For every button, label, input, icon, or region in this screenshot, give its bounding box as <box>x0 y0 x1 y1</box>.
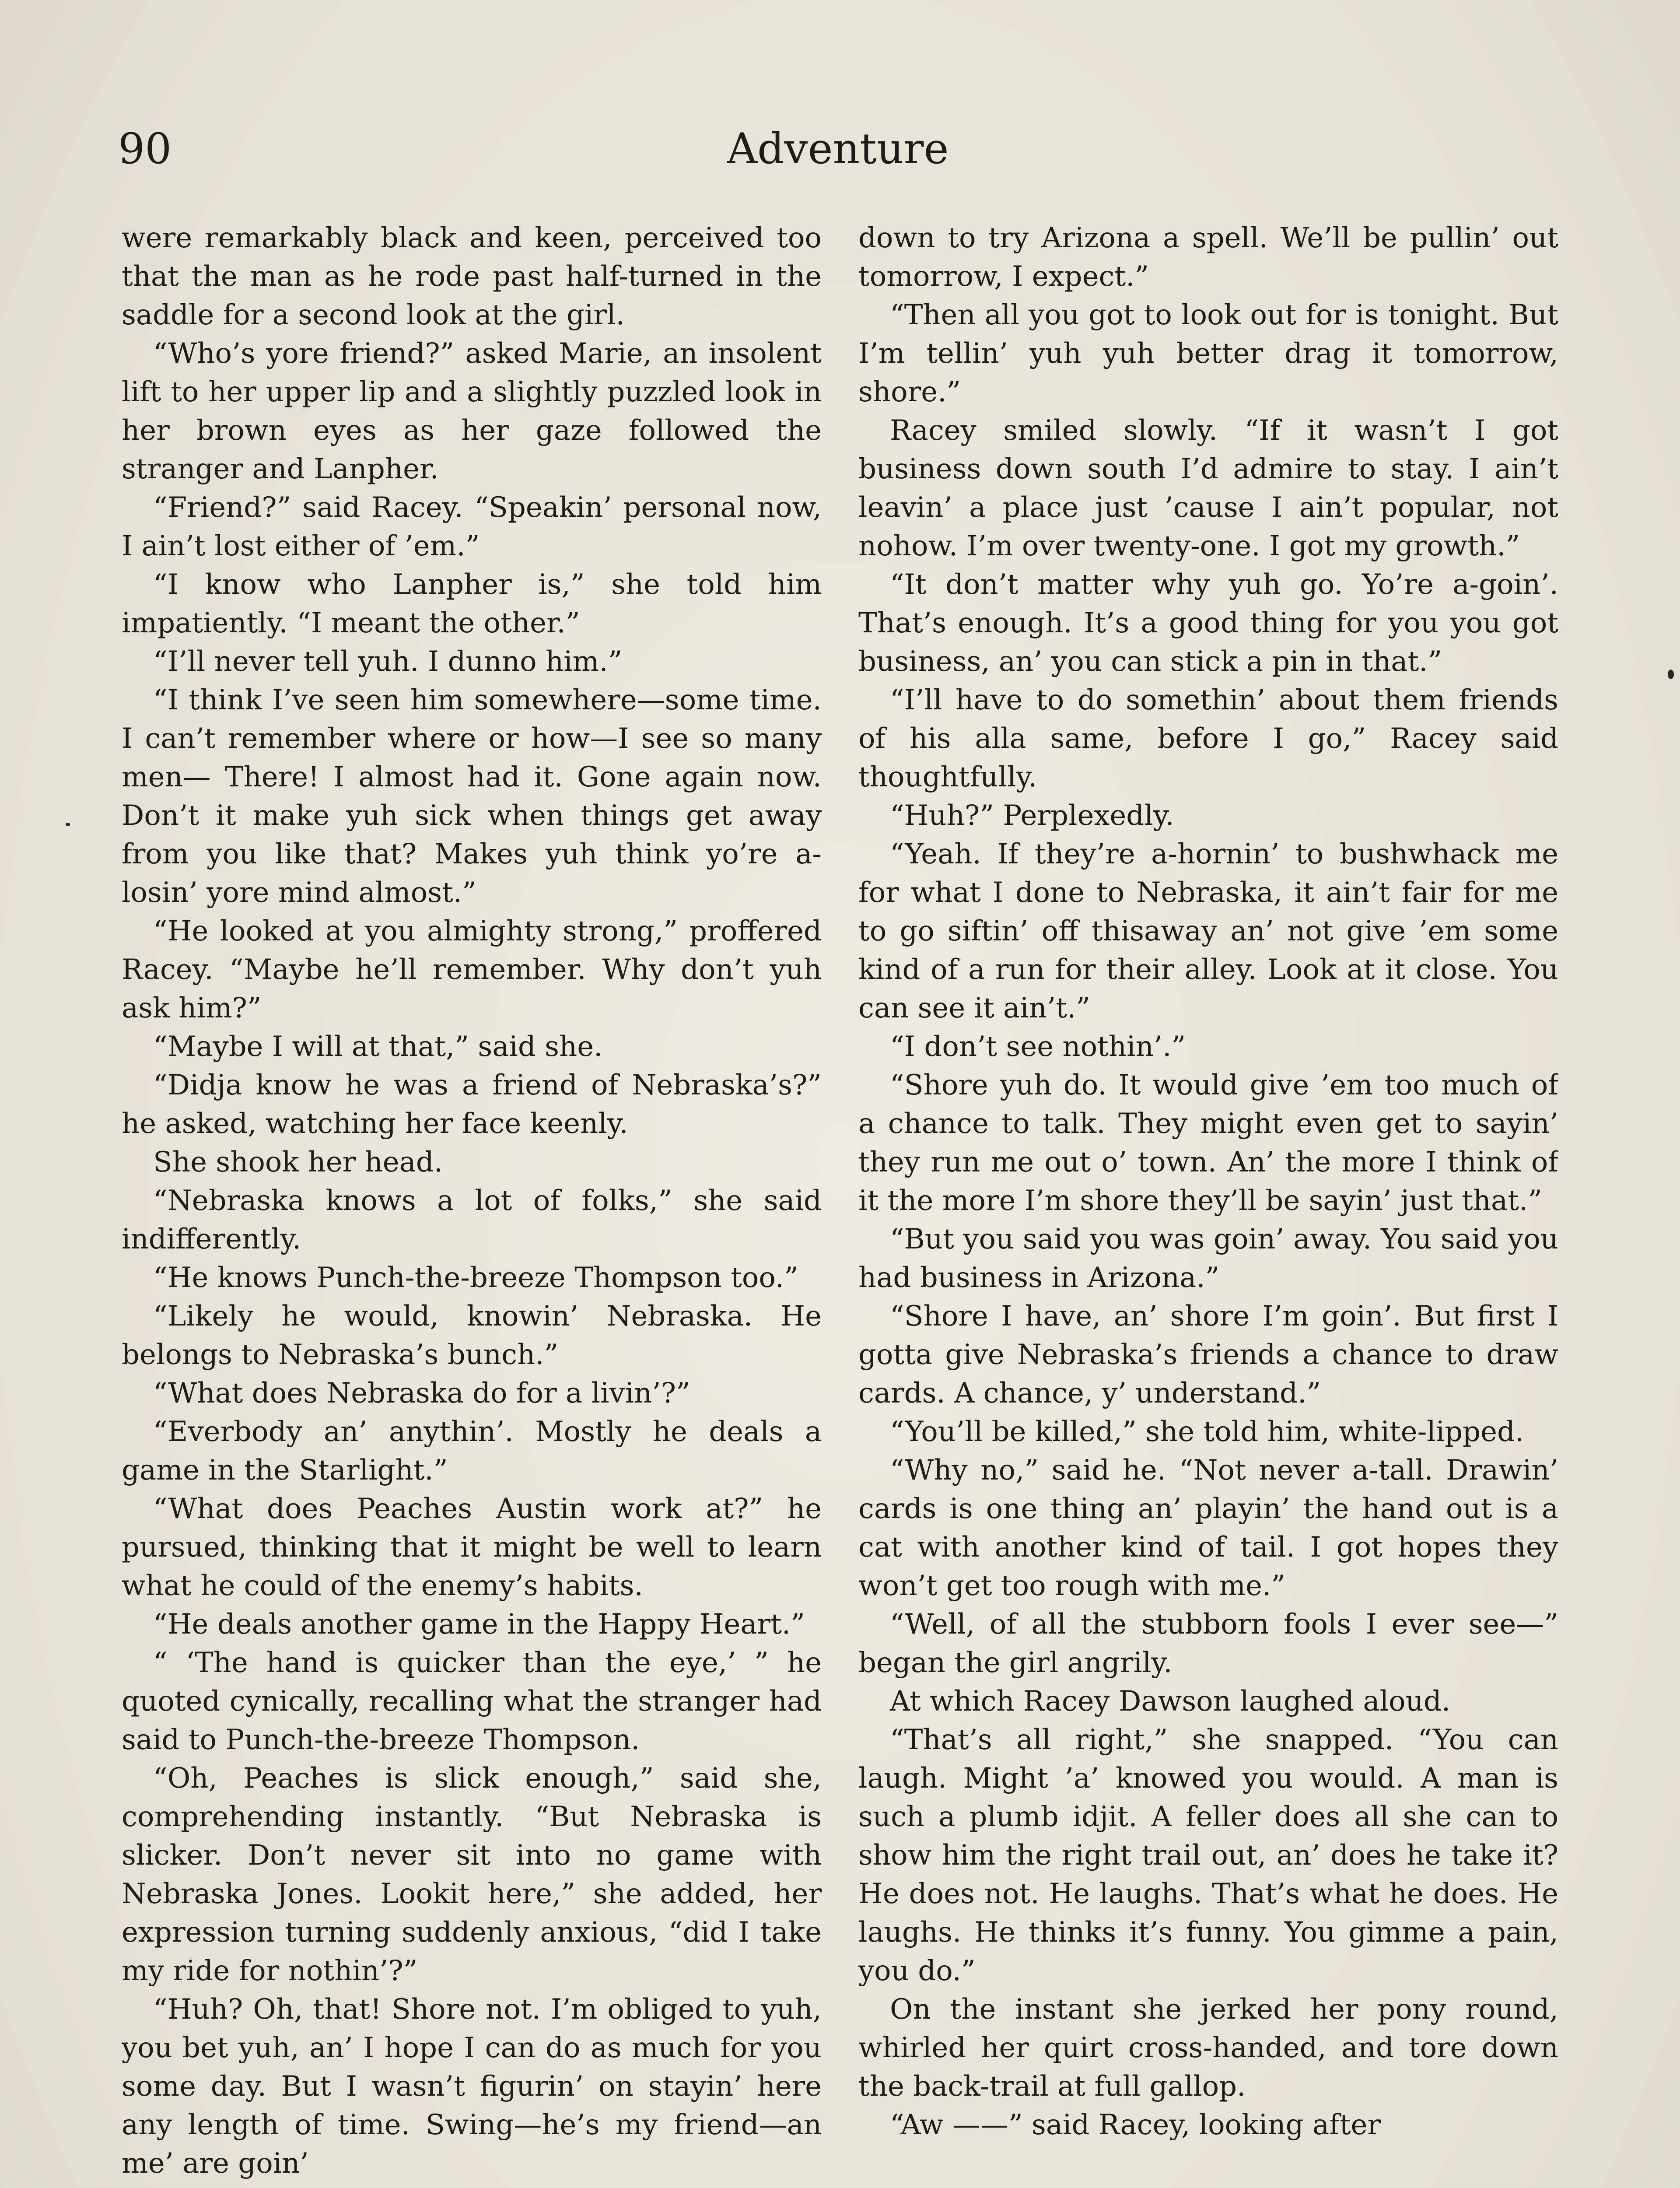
paragraph: Racey smiled slowly. “If it wasn’t I got business down south I’d admire to stay. I ain’t leavin’ a place just ’cause I ain’t popular, not nohow. I’m over twenty-one. I got my growth.” <box>858 414 1558 562</box>
paragraph: “Huh? Oh, that! Shore not. I’m obliged to yuh, you bet yuh, an’ I hope I can do as much for you some day. But I wasn’t figurin’ on stayin’ here any length of time. Swing—he’s my friend—an me’ are goin’ <box>122 1993 822 2180</box>
paragraph: “ ‘The hand is quicker than the eye,’ ” he quoted cynically, recalling what the stranger had said to Punch-the-breeze Thompson. <box>122 1647 822 1756</box>
paragraph: “Likely he would, knowin’ Nebraska. He belongs to Nebraska’s bunch.” <box>122 1300 822 1371</box>
paragraph: “Oh, Peaches is slick enough,” said she, comprehending instantly. “But Nebraska is slicker. Don’t never sit into no game with Nebraska Jones. Lookit here,” she added, her expression turning suddenly anxious, “did I take my ride for nothin’?” <box>122 1762 822 1987</box>
paragraph: “Shore yuh do. It would give ’em too much of a chance to talk. They might even get to sayin’ they run me out o’ town. An’ the more I think of it the more I’m shore they’ll be sayin’ just that.” <box>858 1069 1558 1217</box>
paragraph: “I think I’ve seen him somewhere—some time. I can’t remember where or how—I see so many men— There! I almost had it. Gone again now. Don’t it make yuh sick when things get away from you like that? Makes yuh think yo’re a-losin’ yore mind almost.” <box>122 684 822 909</box>
paragraph: “That’s all right,” she snapped. “You can laugh. Might ’a’ knowed you would. A man is such a plumb idjit. A feller does all she can to show him the right trail out, an’ does he take it? He does not. He laughs. That’s what he does. He laughs. He thinks it’s funny. You gimme a pain, you do.” <box>858 1724 1558 1987</box>
paragraph: “Didja know he was a friend of Nebraska’s?” he asked, watching her face keenly. <box>122 1069 822 1140</box>
paragraph: “Maybe I will at that,” said she. <box>153 1031 603 1063</box>
paragraph: “He deals another game in the Happy Heart.” <box>153 1608 805 1641</box>
paragraph: were remarkably black and keen, perceived too that the man as he rode past half-turned in the saddle for a second look at the girl. <box>122 222 822 331</box>
paragraph: “Who’s yore friend?” asked Marie, an insolent lift to her upper lip and a slightly puzzled look in her brown eyes as her gaze followed the stranger and Lanpher. <box>122 337 822 485</box>
paragraph: “Aw ——” said Racey, looking after <box>890 2109 1381 2141</box>
running-title: Adventure <box>727 124 949 173</box>
paragraph: At which Racey Dawson laughed aloud. <box>890 1685 1451 1718</box>
paragraph: “He looked at you almighty strong,” proffered Racey. “Maybe he’ll remember. Why don’t yuh ask him?” <box>122 915 822 1024</box>
paragraph: “Friend?” said Racey. “Speakin’ personal now, I ain’t lost either of ’em.” <box>122 491 822 562</box>
paragraph: “I don’t see nothin’.” <box>890 1031 1186 1063</box>
paragraph: “I’ll never tell yuh. I dunno him.” <box>153 645 623 678</box>
page-header <box>118 118 1558 179</box>
paragraph: “You’ll be killed,” she told him, white-lipped. <box>890 1416 1524 1448</box>
paragraph: “Shore I have, an’ shore I’m goin’. But first I gotta give Nebraska’s friends a chance to draw cards. A chance, y’ understand.” <box>858 1300 1558 1410</box>
paragraph: “What does Nebraska do for a livin’?” <box>153 1377 690 1410</box>
paragraph: “I know who Lanpher is,” she told him impatiently. “I meant the other.” <box>122 568 822 639</box>
left-text-column <box>122 219 822 2188</box>
paragraph: “Yeah. If they’re a-hornin’ to bushwhack me for what I done to Nebraska, it ain’t fair for me to go siftin’ off thisaway an’ not give ’em some kind of a run for their alley. Look at it close. You can see it ain’t.” <box>858 838 1558 1024</box>
paragraph: “Nebraska knows a lot of folks,” she said indifferently. <box>122 1185 822 1255</box>
paragraph: “It don’t matter why yuh go. Yo’re a-goin’. That’s enough. It’s a good thing for you you got business, an’ you can stick a pin in that.” <box>858 568 1558 678</box>
paragraph: “I’ll have to do somethin’ about them friends of his alla same, before I go,” Racey said thoughtfully. <box>858 684 1558 793</box>
ink-speck <box>66 823 70 826</box>
paragraph: “He knows Punch-the-breeze Thompson too.” <box>153 1262 798 1294</box>
paragraph: “Well, of all the stubborn fools I ever see—” began the girl angrily. <box>858 1608 1558 1679</box>
paragraph: On the instant she jerked her pony round, whirled her quirt cross-handed, and tore down the back-trail at full gallop. <box>858 1993 1558 2103</box>
page-number: 90 <box>118 124 172 173</box>
paragraph: “Why no,” said he. “Not never a-tall. Drawin’ cards is one thing an’ playin’ the hand out is a cat with another kind of tail. I got hopes they won’t get too rough with me.” <box>858 1454 1558 1602</box>
paragraph: “Huh?” Perplexedly. <box>890 799 1174 832</box>
paragraph: “But you said you was goin’ away. You said you had business in Arizona.” <box>858 1223 1558 1294</box>
paragraph: down to try Arizona a spell. We’ll be pullin’ out tomorrow, I expect.” <box>858 222 1558 293</box>
paragraph: “Then all you got to look out for is tonight. But I’m tellin’ yuh yuh better drag it tomorrow, shore.” <box>858 299 1558 408</box>
paragraph: “Everbody an’ anythin’. Mostly he deals a game in the Starlight.” <box>122 1416 822 1487</box>
paragraph: She shook her head. <box>153 1146 443 1178</box>
paragraph: “What does Peaches Austin work at?” he pursued, thinking that it might be well to learn what he could of the enemy’s habits. <box>122 1493 822 1602</box>
right-text-column <box>858 219 1558 2188</box>
ink-speck <box>1668 670 1674 679</box>
